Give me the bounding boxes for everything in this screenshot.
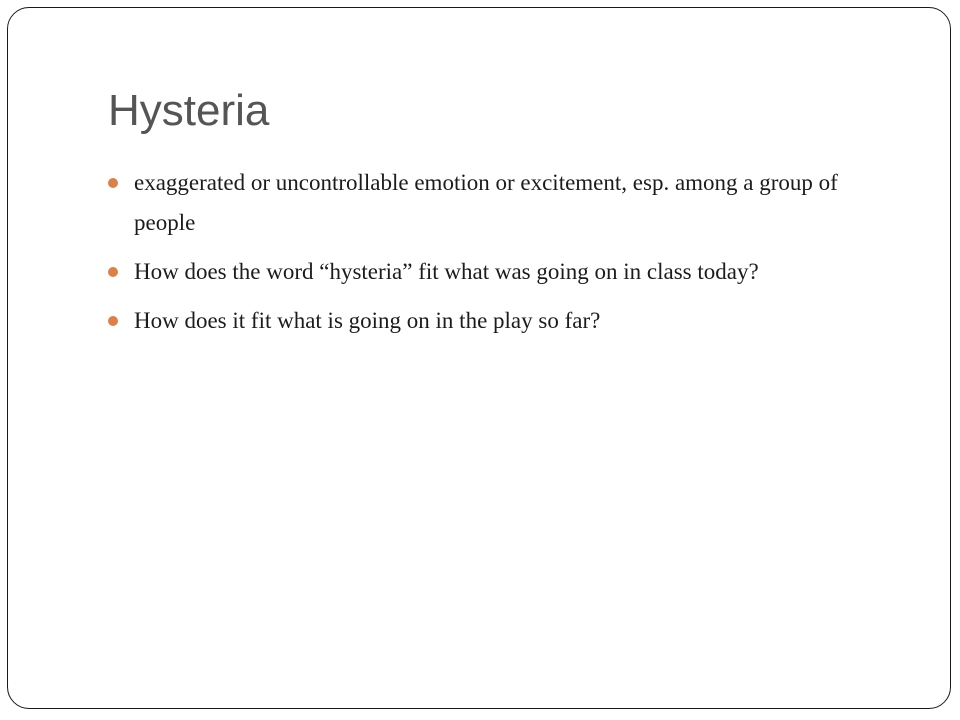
- bullet-text: How does the word “hysteria” fit what was going on in class today?: [134, 259, 759, 284]
- bullet-item: [108, 252, 898, 292]
- bullet-dot-icon: [108, 178, 118, 188]
- bullet-text: exaggerated or uncontrollable emotion or excitement, esp. among a group of people: [134, 170, 838, 235]
- bullet-list: [108, 163, 898, 350]
- bullet-item: [108, 301, 898, 341]
- bullet-dot-icon: [108, 316, 118, 326]
- bullet-dot-icon: [108, 267, 118, 277]
- slide-title: Hysteria: [108, 86, 270, 135]
- bullet-text: How does it fit what is going on in the play so far?: [134, 308, 601, 333]
- bullet-item: [108, 163, 898, 243]
